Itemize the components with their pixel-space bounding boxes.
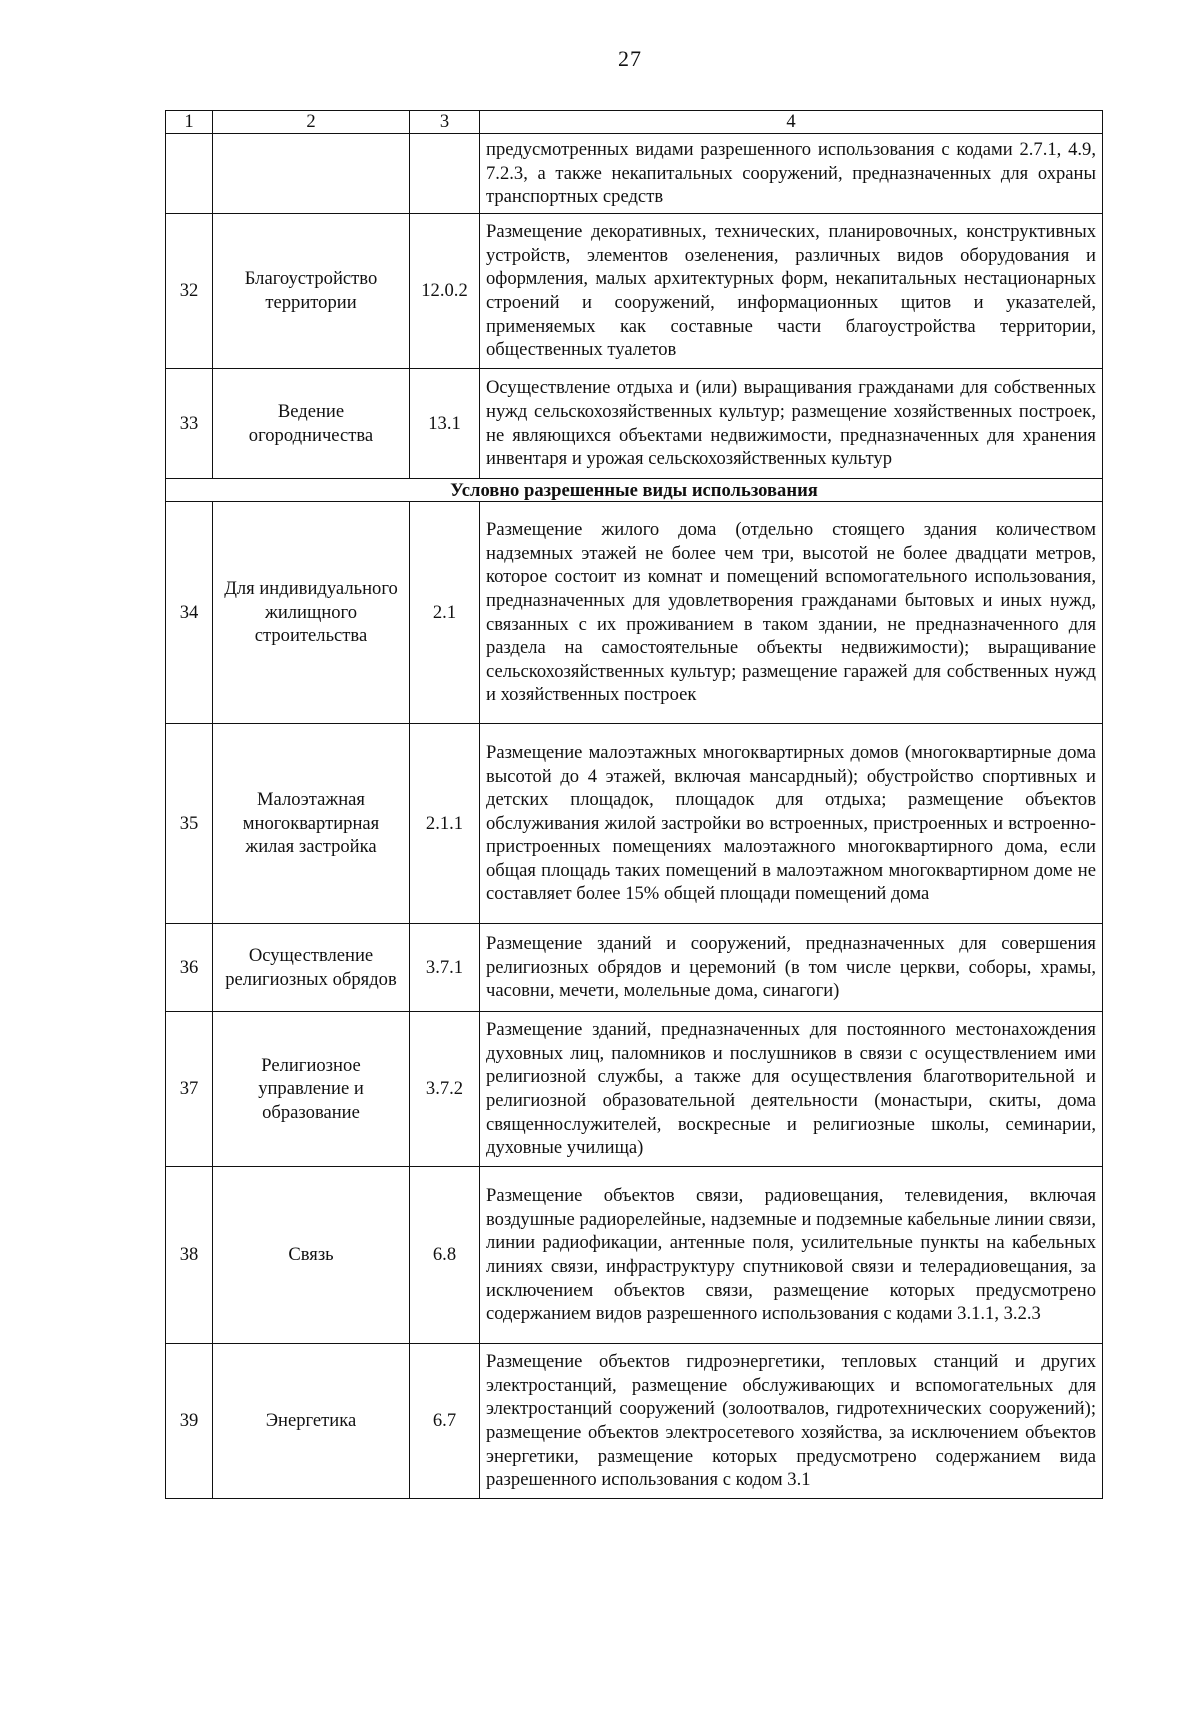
row-description-cell: Размещение объектов гидроэнергетики, тепловых станций и других электростанций, размещение обслуживающих и вспомогательных для электростанций сооружений (золоотвалов, гидротехнических сооружений); размещение объектов электросетевого хозяйства, за исключением объектов энергетики, размещение которых предусмотрено содержанием вида разрешенного использования с кодом 3.1 — [480, 1344, 1103, 1499]
table-row — [166, 1344, 1103, 1499]
page-number: 27 — [618, 46, 642, 71]
row-code-cell: 12.0.2 — [410, 214, 480, 369]
row-number-cell — [166, 134, 213, 214]
row-number-cell: 38 — [166, 1167, 213, 1344]
continuation-row — [166, 134, 1103, 214]
row-description-cell: Размещение декоративных, технических, планировочных, конструктивных устройств, элементов озеленения, различных видов оборудования и оформления, малых архитектурных форм, некапитальных нестационарных строений и сооружений, информационных щитов и указателей, применяемых как составные части благоустройства территории, общественных туалетов — [480, 214, 1103, 369]
column-header: 2 — [213, 111, 410, 134]
table-row — [166, 724, 1103, 924]
row-description-cell: Размещение зданий, предназначенных для постоянного местонахождения духовных лиц, паломников и послушников в связи с осуществлением ими религиозной службы, а также для осуществления благотворительной и религиозной образовательной деятельности (монастыри, скиты, дома священнослужителей, воскресные и религиозные школы, семинарии, духовные училища) — [480, 1012, 1103, 1167]
row-code-cell: 2.1 — [410, 502, 480, 724]
row-name-cell — [213, 134, 410, 214]
row-description-cell: предусмотренных видами разрешенного использования с кодами 2.7.1, 4.9, 7.2.3, а также некапитальных сооружений, предназначенных для охраны транспортных средств — [480, 134, 1103, 214]
row-code-cell: 6.8 — [410, 1167, 480, 1344]
row-number-cell: 37 — [166, 1012, 213, 1167]
table-row — [166, 1012, 1103, 1167]
row-number-cell: 39 — [166, 1344, 213, 1499]
row-name-cell: Энергетика — [213, 1344, 410, 1499]
row-code-cell: 2.1.1 — [410, 724, 480, 924]
row-name-cell: Благоустройство территории — [213, 214, 410, 369]
row-number-cell: 33 — [166, 369, 213, 479]
section-header-row — [166, 479, 1103, 502]
land-use-table — [165, 110, 1103, 1499]
table-row — [166, 924, 1103, 1012]
row-number-cell: 35 — [166, 724, 213, 924]
row-number-cell: 32 — [166, 214, 213, 369]
row-code-cell — [410, 134, 480, 214]
row-description-cell: Размещение малоэтажных многоквартирных домов (многоквартирные дома высотой до 4 этажей, включая мансардный); обустройство спортивных и детских площадок, площадок для отдыха; размещение объектов обслуживания жилой застройки во встроенных, пристроенных и встроенно-пристроенных помещениях малоэтажного многоквартирного дома, если общая площадь таких помещений в малоэтажном многоквартирном доме не составляет более 15% общей площади помещений дома — [480, 724, 1103, 924]
row-number-cell: 34 — [166, 502, 213, 724]
table-header-row — [166, 111, 1103, 134]
row-description-cell: Осуществление отдыха и (или) выращивания гражданами для собственных нужд сельскохозяйственных культур; размещение хозяйственных построек, не являющихся объектами недвижимости, предназначенных для хранения инвентаря и урожая сельскохозяйственных культур — [480, 369, 1103, 479]
table-row — [166, 1167, 1103, 1344]
row-description-cell: Размещение объектов связи, радиовещания, телевидения, включая воздушные радиорелейные, надземные и подземные кабельные линии связи, линии радиофикации, антенные поля, усилительные пункты на кабельных линиях связи, инфраструктуру спутниковой связи и телерадиовещания, за исключением объектов связи, размещение которых предусмотрено содержанием видов разрешенного использования с кодами 3.1.1, 3.2.3 — [480, 1167, 1103, 1344]
row-code-cell: 3.7.2 — [410, 1012, 480, 1167]
row-name-cell: Малоэтажная многоквартирная жилая застройка — [213, 724, 410, 924]
row-name-cell: Связь — [213, 1167, 410, 1344]
row-name-cell: Ведение огородничества — [213, 369, 410, 479]
column-header: 1 — [166, 111, 213, 134]
row-code-cell: 6.7 — [410, 1344, 480, 1499]
row-description-cell: Размещение зданий и сооружений, предназначенных для совершения религиозных обрядов и церемоний (в том числе церкви, соборы, храмы, часовни, мечети, молельные дома, синагоги) — [480, 924, 1103, 1012]
column-header: 3 — [410, 111, 480, 134]
row-name-cell: Религиозное управление и образование — [213, 1012, 410, 1167]
table-row — [166, 502, 1103, 724]
row-code-cell: 3.7.1 — [410, 924, 480, 1012]
table-row — [166, 214, 1103, 369]
column-header: 4 — [480, 111, 1103, 134]
row-name-cell: Для индивидуального жилищного строительства — [213, 502, 410, 724]
row-description-cell: Размещение жилого дома (отдельно стоящего здания количеством надземных этажей не более чем три, высотой не более двадцати метров, которое состоит из комнат и помещений вспомогательного использования, предназначенных для удовлетворения гражданами бытовых и иных нужд, связанных с их проживанием в таком здании, не предназначенного для раздела на самостоятельные объекты недвижимости); выращивание сельскохозяйственных культур; размещение гаражей для собственных нужд и хозяйственных построек — [480, 502, 1103, 724]
row-name-cell: Осуществление религиозных обрядов — [213, 924, 410, 1012]
row-code-cell: 13.1 — [410, 369, 480, 479]
table-row — [166, 369, 1103, 479]
section-title: Условно разрешенные виды использования — [166, 479, 1103, 502]
row-number-cell: 36 — [166, 924, 213, 1012]
